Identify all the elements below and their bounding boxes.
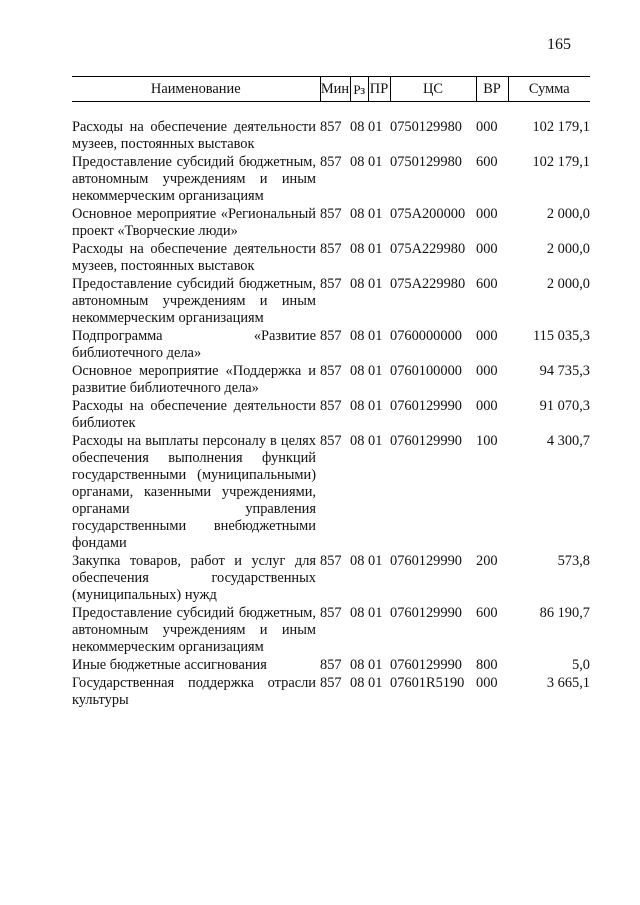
cell-vr: 000 <box>476 363 498 379</box>
cell-name: Предоставление субсидий бюджетным, автономным учреждениям и иным некоммерческим организациям <box>72 605 316 655</box>
cell-vr: 800 <box>476 657 498 673</box>
cell-rz: 08 <box>350 206 365 222</box>
table-row <box>72 398 590 433</box>
table-header-row <box>72 77 590 102</box>
cell-min: 857 <box>320 206 342 222</box>
cell-name: Предоставление субсидий бюджетным, автономным учреждениям и иным некоммерческим организациям <box>72 276 316 326</box>
cell-sum: 2 000,0 <box>546 206 590 222</box>
cell-sum: 5,0 <box>572 657 590 673</box>
cell-cs: 075А200000 <box>390 206 466 222</box>
cell-sum: 91 070,3 <box>539 398 590 414</box>
cell-cs: 0760129990 <box>390 398 462 414</box>
cell-name: Расходы на выплаты персоналу в целях обеспечения выполнения функций государственными (муниципальными) органами, казенными учреждениями, органами управления государственными внебюджетными фондами <box>72 433 316 551</box>
cell-rz: 08 <box>350 363 365 379</box>
cell-name: Основное мероприятие «Поддержка и развитие библиотечного дела» <box>72 363 316 396</box>
cell-name: Расходы на обеспечение деятельности библиотек <box>72 398 316 431</box>
cell-cs: 0750129980 <box>390 119 462 135</box>
cell-pr: 01 <box>368 154 383 170</box>
cell-name: Иные бюджетные ассигнования <box>72 657 267 673</box>
cell-pr: 01 <box>368 553 383 569</box>
cell-name: Государственная поддержка отрасли культуры <box>72 675 316 708</box>
cell-rz: 08 <box>350 433 365 449</box>
cell-vr: 000 <box>476 119 498 135</box>
header-min: Мин <box>320 77 350 102</box>
cell-rz: 08 <box>350 553 365 569</box>
cell-pr: 01 <box>368 241 383 257</box>
cell-vr: 000 <box>476 206 498 222</box>
cell-min: 857 <box>320 328 342 344</box>
header-vr: ВР <box>476 77 508 102</box>
table-row <box>72 241 590 276</box>
table-row <box>72 657 590 675</box>
header-rz: Рз <box>350 77 368 102</box>
table-row <box>72 363 590 398</box>
cell-vr: 000 <box>476 398 498 414</box>
cell-pr: 01 <box>368 675 383 691</box>
cell-rz: 08 <box>350 119 365 135</box>
header-cs: ЦС <box>390 77 476 102</box>
table-row <box>72 119 590 154</box>
cell-pr: 01 <box>368 657 383 673</box>
cell-min: 857 <box>320 363 342 379</box>
table-row <box>72 328 590 363</box>
cell-pr: 01 <box>368 605 383 621</box>
cell-cs: 07601R5190 <box>390 675 465 691</box>
cell-sum: 86 190,7 <box>539 605 590 621</box>
cell-rz: 08 <box>350 154 365 170</box>
cell-pr: 01 <box>368 276 383 292</box>
cell-vr: 200 <box>476 553 498 569</box>
cell-sum: 2 000,0 <box>546 241 590 257</box>
cell-rz: 08 <box>350 328 365 344</box>
cell-min: 857 <box>320 398 342 414</box>
cell-rz: 08 <box>350 276 365 292</box>
budget-table <box>72 76 590 710</box>
cell-rz: 08 <box>350 675 365 691</box>
cell-name: Основное мероприятие «Региональный проект «Творческие люди» <box>72 206 316 239</box>
table-row <box>72 433 590 553</box>
cell-vr: 000 <box>476 241 498 257</box>
cell-cs: 0750129980 <box>390 154 462 170</box>
header-pr: ПР <box>368 77 390 102</box>
cell-min: 857 <box>320 657 342 673</box>
cell-name: Подпрограмма «Развитие библиотечного дела» <box>72 328 316 361</box>
cell-pr: 01 <box>368 206 383 222</box>
cell-min: 857 <box>320 276 342 292</box>
cell-vr: 600 <box>476 154 498 170</box>
cell-vr: 100 <box>476 433 498 449</box>
header-name: Наименование <box>72 77 320 102</box>
cell-cs: 075А229980 <box>390 276 466 292</box>
table-row <box>72 553 590 605</box>
header-sum: Сумма <box>508 77 590 102</box>
cell-sum: 102 179,1 <box>532 119 590 135</box>
cell-cs: 0760129990 <box>390 605 462 621</box>
table-row <box>72 154 590 206</box>
cell-rz: 08 <box>350 605 365 621</box>
cell-cs: 0760100000 <box>390 363 462 379</box>
cell-min: 857 <box>320 553 342 569</box>
cell-sum: 115 035,3 <box>532 328 590 344</box>
cell-cs: 0760129990 <box>390 553 462 569</box>
cell-sum: 2 000,0 <box>546 276 590 292</box>
cell-min: 857 <box>320 605 342 621</box>
cell-vr: 600 <box>476 276 498 292</box>
cell-vr: 600 <box>476 605 498 621</box>
cell-pr: 01 <box>368 119 383 135</box>
cell-min: 857 <box>320 241 342 257</box>
cell-cs: 075А229980 <box>390 241 466 257</box>
cell-pr: 01 <box>368 363 383 379</box>
cell-min: 857 <box>320 675 342 691</box>
cell-name: Расходы на обеспечение деятельности музеев, постоянных выставок <box>72 119 316 152</box>
table-row <box>72 675 590 710</box>
cell-cs: 0760129990 <box>390 657 462 673</box>
table-body <box>72 119 590 710</box>
cell-name: Предоставление субсидий бюджетным, автономным учреждениям и иным некоммерческим организациям <box>72 154 316 204</box>
page-number: 165 <box>547 36 571 53</box>
table-row <box>72 206 590 241</box>
cell-pr: 01 <box>368 328 383 344</box>
cell-vr: 000 <box>476 675 498 691</box>
cell-min: 857 <box>320 154 342 170</box>
cell-name: Расходы на обеспечение деятельности музеев, постоянных выставок <box>72 241 316 274</box>
cell-name: Закупка товаров, работ и услуг для обеспечения государственных (муниципальных) нужд <box>72 553 316 603</box>
cell-cs: 0760000000 <box>390 328 462 344</box>
cell-pr: 01 <box>368 398 383 414</box>
cell-cs: 0760129990 <box>390 433 462 449</box>
cell-sum: 573,8 <box>557 553 590 569</box>
cell-rz: 08 <box>350 241 365 257</box>
cell-sum: 102 179,1 <box>532 154 590 170</box>
cell-rz: 08 <box>350 398 365 414</box>
cell-rz: 08 <box>350 657 365 673</box>
cell-min: 857 <box>320 433 342 449</box>
cell-sum: 4 300,7 <box>546 433 590 449</box>
cell-sum: 94 735,3 <box>539 363 590 379</box>
cell-sum: 3 665,1 <box>546 675 590 691</box>
cell-min: 857 <box>320 119 342 135</box>
cell-vr: 000 <box>476 328 498 344</box>
table-row <box>72 276 590 328</box>
table-row <box>72 605 590 657</box>
cell-pr: 01 <box>368 433 383 449</box>
